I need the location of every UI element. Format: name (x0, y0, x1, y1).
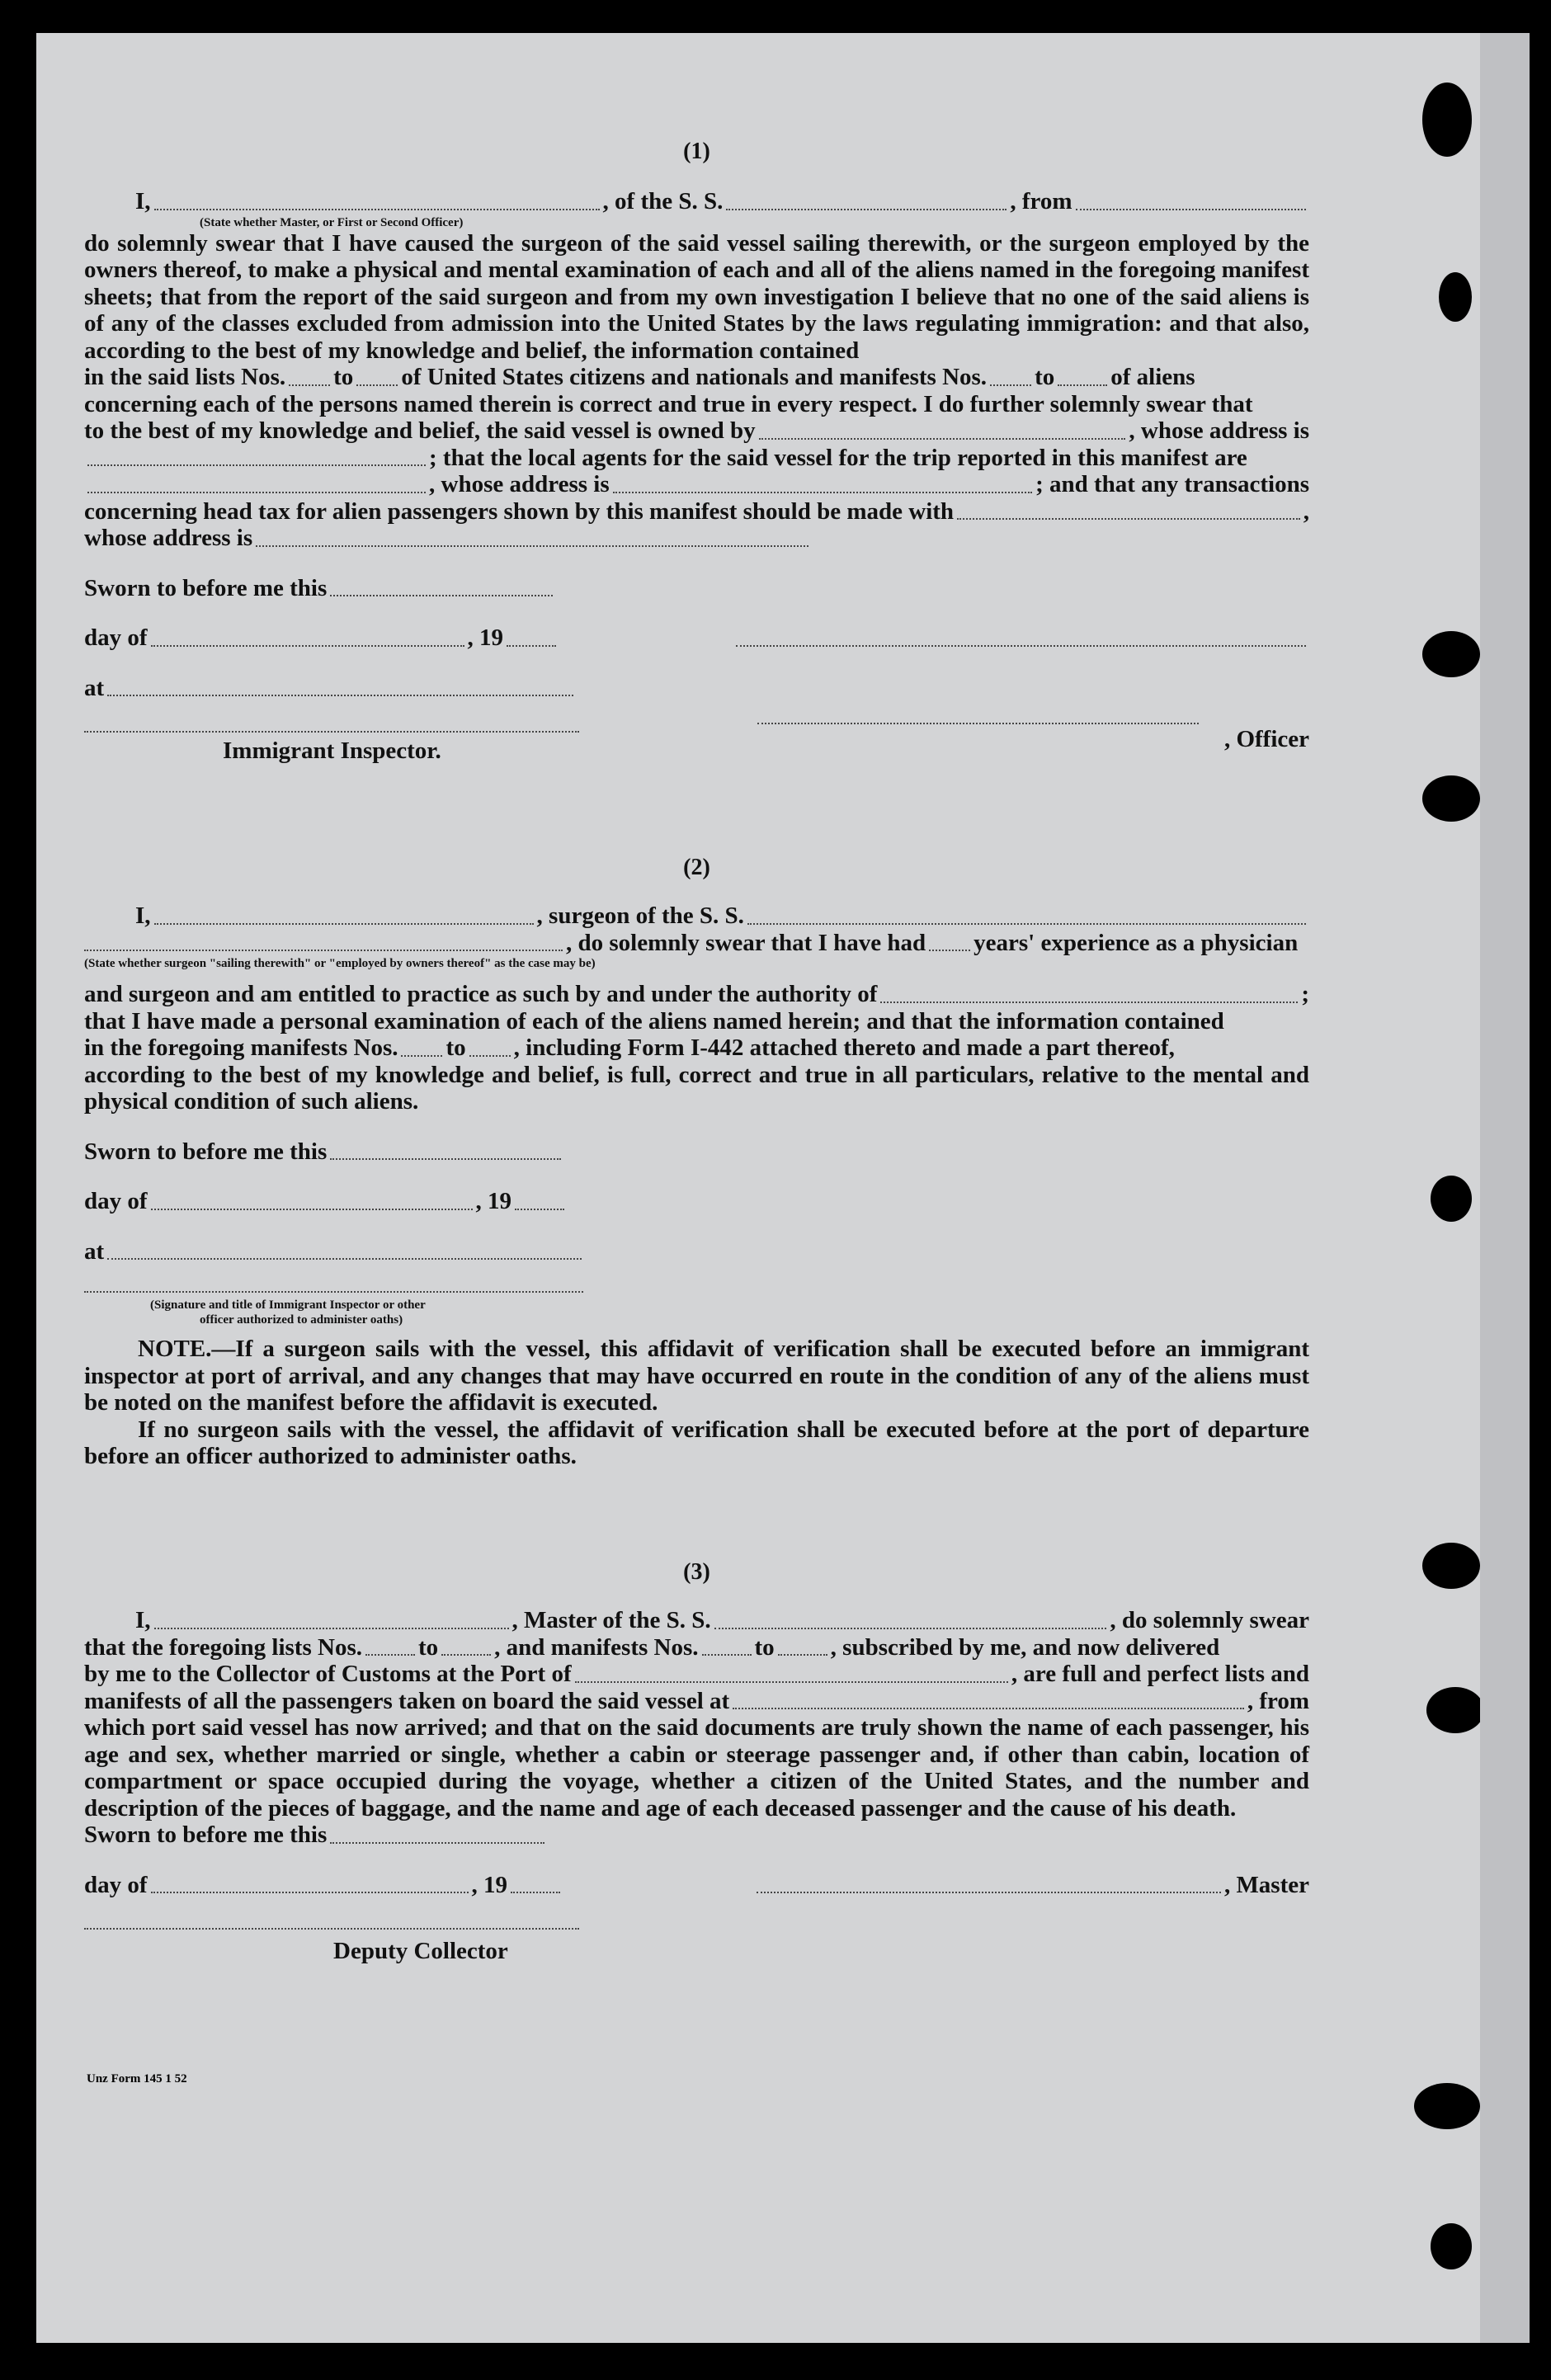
s3-line-3: by me to the Collector of Customs at the Port of , are full and perfect lists and (84, 1661, 1309, 1687)
punch-hole (1431, 1176, 1472, 1222)
s3-oath-text: which port said vessel has now arrived; and that on the said documents are truly shown the name of each passenger, his age and sex, whether married or single, whether a cabin or steerage passenger and, if other than cabin, location of compartment or space occupied during the voyage, whether a citizen of the United States, and the number and description of the pieces of baggage, and the name and age of each deceased passenger and the cause of his death. (84, 1714, 1309, 1822)
s2-note-2: If no surgeon sails with the vessel, the affidavit of verification shall be executed before at the port of departure before an officer authorized to administer oaths. (84, 1416, 1309, 1469)
punch-hole (1426, 1687, 1484, 1733)
s1-sworn: Sworn to before me this (84, 575, 1309, 602)
agents-address-field[interactable] (613, 492, 1032, 493)
from-port-field[interactable] (1076, 209, 1306, 210)
deputy-collector-label: Deputy Collector (333, 1938, 508, 1964)
s2-line-4: that I have made a personal examination of each of the aliens named herein; and that the information contained (84, 1007, 1224, 1034)
surgeon-name-field[interactable] (154, 923, 534, 925)
s1-month-field[interactable] (151, 645, 464, 647)
punch-hole (1431, 2223, 1472, 2269)
s3-dayof: day of , 19 , Master (84, 1871, 1309, 1898)
section-1-number: (1) (683, 139, 710, 164)
s2-line-6: according to the best of my knowledge and belief, is full, correct and true in all particulars, relative to the mental and physical condition of such aliens. (84, 1061, 1309, 1115)
section-3-number: (3) (683, 1559, 710, 1585)
s2-note-1: NOTE.—If a surgeon sails with the vessel, this affidavit of verification shall be executed before an immigrant inspector at port of arrival, and any changes that may have occurred en route in the condition of any of the aliens must be noted on the manifest before the affidavit is executed. (84, 1336, 1309, 1416)
s1-line-agent-address: , whose address is ; and that any transactions (84, 471, 1309, 498)
s1-line-agents: ; that the local agents for the said vessel for the trip reported in this manifest are (84, 445, 1309, 472)
s3-lists-from-field[interactable] (365, 1654, 415, 1656)
s1-dayof: day of , 19 (84, 624, 1309, 652)
owner-field[interactable] (759, 438, 1126, 440)
years-experience-field[interactable] (929, 950, 970, 951)
master-officer-field[interactable] (154, 209, 600, 210)
s1-oath-text: do solemnly swear that I have caused the surgeon of the said vessel sailing therewith, or the surgeon employed by the owners thereof, to make a physical and mental examination of each and all of the aliens named in the foregoing manifest sheets; that from the report of the said surgeon and from my own investigation I believe that no one of the said aliens is of any of the classes excluded from admission into the United States by the laws regulating immigration: and that also, according to the best of my knowledge and belief, the information contained (84, 229, 1309, 364)
s1-line-owner: to the best of my knowledge and belief, the said vessel is owned by , whose address is (84, 417, 1309, 444)
section-1 (84, 139, 1309, 766)
s3-manifests-from-field[interactable] (702, 1654, 752, 1656)
s2-month-field[interactable] (151, 1209, 473, 1210)
s2-vessel-field[interactable] (747, 923, 1306, 925)
owner-address-field[interactable] (87, 464, 426, 466)
s2-inspector-signature-field[interactable] (84, 1291, 583, 1293)
s3-month-field[interactable] (151, 1892, 469, 1893)
officer-signature-field[interactable] (757, 723, 1199, 724)
master-signature-field[interactable] (757, 1892, 1221, 1893)
s2-signature-caption-1: (Signature and title of Immigrant Inspector or other (150, 1298, 426, 1312)
s3-line-2: that the foregoing lists Nos. to , and manifests Nos. to , subscribed by me, and now delivered (84, 1633, 1220, 1661)
s3-vessel-field[interactable] (714, 1628, 1107, 1629)
s2-surgeon-note: (State whether surgeon "sailing therewith" or "employed by owners thereof" as the case may be) (84, 957, 596, 970)
s2-signature-caption-2: officer authorized to administer oaths) (200, 1313, 403, 1327)
surgeon-type-field[interactable] (84, 950, 563, 951)
manifests-from-field[interactable] (990, 384, 1031, 386)
s1-at: at (84, 675, 1309, 702)
s2-at: at (84, 1238, 1309, 1265)
s2-sworn: Sworn to before me this (84, 1138, 1309, 1166)
s1-sworn-date-field[interactable] (330, 595, 553, 596)
section-2 (84, 855, 1309, 1470)
s1-line-headtax: concerning head tax for alien passengers shown by this manifest should be made with , (84, 497, 1309, 525)
s2-line-2: , do solemnly swear that I have had years' experience as a physician (84, 930, 1309, 957)
s2-at-field[interactable] (107, 1258, 582, 1260)
s2-line-5: in the foregoing manifests Nos. to , including Form I-442 attached thereto and made a part thereof, (84, 1034, 1175, 1061)
lists-to-field[interactable] (356, 384, 398, 386)
s1-officer-note: (State whether Master, or First or Second Officer) (200, 215, 464, 229)
section-3 (84, 1559, 1309, 1965)
master-name-field[interactable] (154, 1628, 509, 1629)
s2-line-3: and surgeon and am entitled to practice as such by and under the authority of ; (84, 981, 1309, 1007)
s1-line-1: I, , of the S. S. , from (84, 188, 1309, 215)
s3-sworn-date-field[interactable] (330, 1842, 544, 1844)
officer-label: , Officer (1223, 726, 1309, 752)
s2-dayof: day of , 19 (84, 1188, 1309, 1215)
s1-officer-signature-field[interactable] (736, 645, 1306, 647)
punch-hole (1414, 2083, 1480, 2129)
s3-lists-to-field[interactable] (441, 1654, 491, 1656)
form-number: Unz Form 145 1 52 (87, 2072, 187, 2085)
authority-field[interactable] (880, 1001, 1298, 1003)
s3-sworn: Sworn to before me this (84, 1822, 1309, 1849)
punch-hole (1422, 1543, 1480, 1589)
vessel-name-field[interactable] (726, 209, 1006, 210)
punch-hole (1422, 775, 1480, 822)
s3-year-field[interactable] (511, 1892, 560, 1893)
s1-inspector-signature-field[interactable] (84, 731, 579, 733)
immigrant-inspector-label: Immigrant Inspector. (223, 738, 441, 764)
head-tax-address-field[interactable] (256, 545, 808, 547)
punch-hole (1422, 631, 1480, 677)
lists-from-field[interactable] (289, 384, 330, 386)
embark-port-field[interactable] (733, 1708, 1244, 1709)
s2-year-field[interactable] (515, 1209, 564, 1210)
s2-sworn-date-field[interactable] (330, 1158, 561, 1160)
manifests-to-field[interactable] (1058, 384, 1107, 386)
punch-hole (1422, 82, 1472, 157)
s3-line-4: manifests of all the passengers taken on board the said vessel at , from (84, 1687, 1309, 1714)
s2-manifests-from-field[interactable] (401, 1055, 442, 1057)
s1-at-field[interactable] (107, 695, 573, 696)
punch-hole (1439, 272, 1472, 322)
s1-line-lists: in the said lists Nos. to of United States citizens and nationals and manifests Nos. to of aliens (84, 364, 1195, 390)
s1-inspector-line (84, 731, 1309, 738)
s3-collector-line (84, 1928, 1309, 1935)
port-field[interactable] (575, 1681, 1008, 1683)
s3-line-1: I, , Master of the S. S. , do solemnly swear (135, 1607, 1309, 1633)
s3-manifests-to-field[interactable] (778, 1654, 827, 1656)
s1-line-headtax-address: whose address is (84, 525, 1309, 552)
s1-signatures (84, 726, 1309, 766)
agents-field[interactable] (87, 492, 426, 493)
section-2-number: (2) (683, 855, 710, 880)
head-tax-field[interactable] (957, 518, 1300, 520)
s1-line-3: concerning each of the persons named therein is correct and true in every respect. I do further solemnly swear that (84, 390, 1253, 417)
s2-signature-line (84, 1291, 1309, 1298)
s2-manifests-to-field[interactable] (469, 1055, 511, 1057)
s2-line-1: I, , surgeon of the S. S. (84, 903, 1309, 930)
s1-year-field[interactable] (507, 645, 556, 647)
deputy-collector-signature-field[interactable] (84, 1928, 579, 1930)
